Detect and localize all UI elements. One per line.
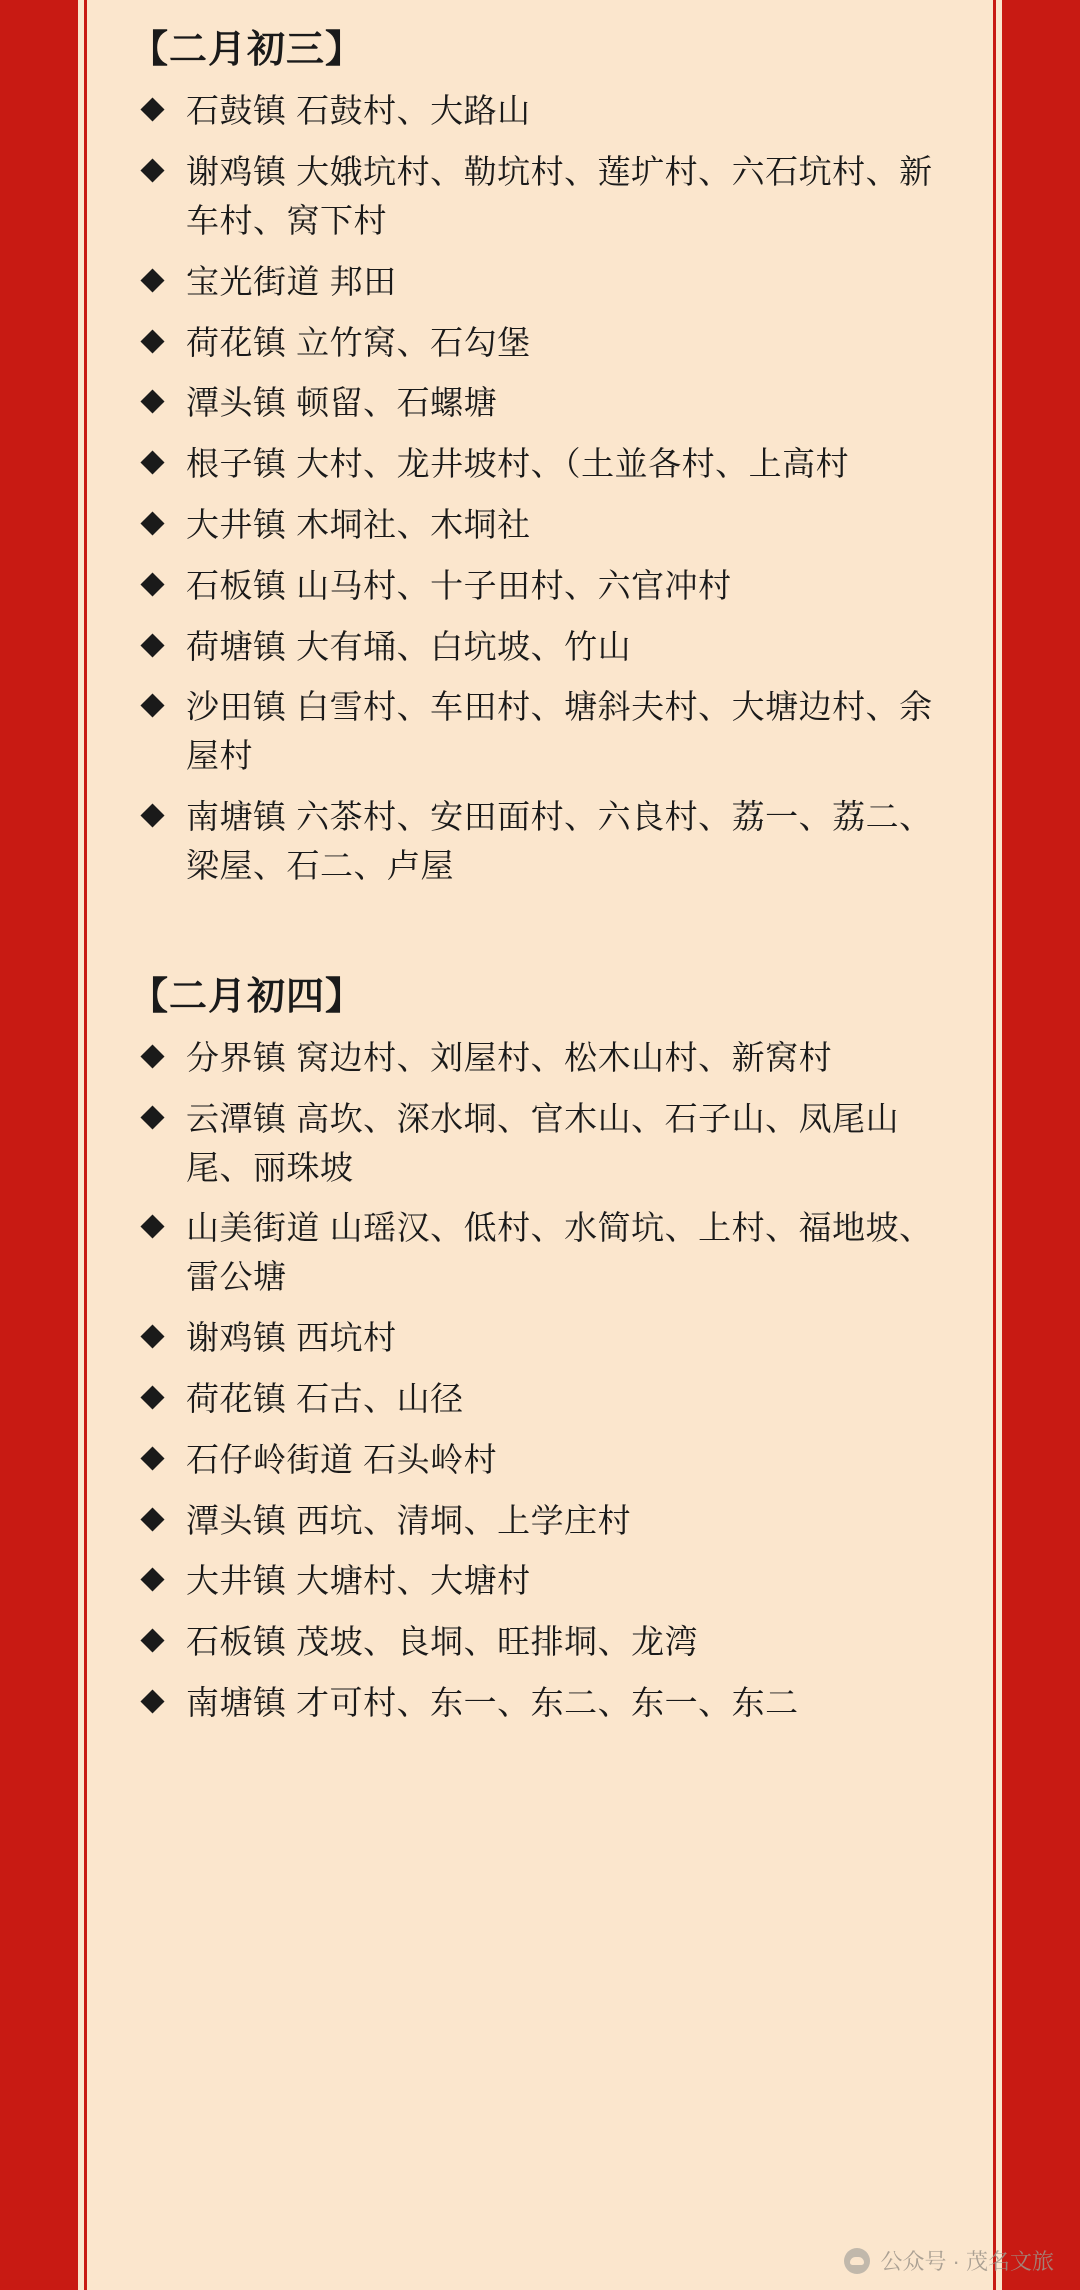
- list-item-label: 潭头镇 顿留、石螺塘: [186, 384, 498, 422]
- diamond-bullet-icon: [140, 1105, 164, 1129]
- section-title: 【二月初四】: [130, 975, 365, 1018]
- diamond-bullet-icon: [140, 329, 164, 353]
- list-item: [130, 793, 960, 891]
- list-item-label: 大井镇 大塘村、大塘村: [186, 1562, 531, 1600]
- list-item: [130, 440, 960, 489]
- diamond-bullet-icon: [140, 268, 164, 292]
- list-item: [130, 562, 960, 611]
- village-list: [130, 1034, 960, 1728]
- diamond-bullet-icon: [140, 1325, 164, 1349]
- diamond-bullet-icon: [140, 1385, 164, 1409]
- list-item: [130, 319, 960, 368]
- list-item-label: 石鼓镇 石鼓村、大路山: [186, 92, 531, 130]
- list-item-label: 石仔岭街道 石头岭村: [186, 1440, 498, 1478]
- right-rule-line: [993, 0, 996, 2290]
- watermark: [844, 2245, 1054, 2276]
- list-item: [130, 683, 960, 781]
- diamond-bullet-icon: [140, 1568, 164, 1592]
- list-item-label: 谢鸡镇 大娥坑村、勒坑村、莲圹村、六石坑村、新车村、窝下村: [186, 153, 933, 239]
- list-item-label: 石板镇 山马村、十子田村、六官冲村: [186, 566, 732, 604]
- village-list: [130, 87, 960, 891]
- list-item-label: 潭头镇 西坑、清垌、上学庄村: [186, 1501, 632, 1539]
- diamond-bullet-icon: [140, 98, 164, 122]
- list-item: [130, 1497, 960, 1546]
- list-item-label: 荷花镇 立竹窝、石勾堡: [186, 323, 531, 361]
- left-rule-line: [84, 0, 87, 2290]
- diamond-bullet-icon: [140, 1629, 164, 1653]
- diamond-bullet-icon: [140, 1446, 164, 1470]
- watermark-label: 公众号 · 茂名文旅: [880, 2249, 1054, 2274]
- list-item: [130, 1204, 960, 1302]
- diamond-bullet-icon: [140, 1690, 164, 1714]
- list-item-label: 沙田镇 白雪村、车田村、塘斜夫村、大塘边村、余屋村: [186, 688, 933, 775]
- list-item: [130, 501, 960, 550]
- list-item-label: 石板镇 茂坡、良垌、旺排垌、龙湾: [186, 1623, 699, 1661]
- list-item: [130, 87, 960, 136]
- diamond-bullet-icon: [140, 451, 164, 475]
- diamond-bullet-icon: [140, 633, 164, 657]
- list-item-label: 山美街道 山瑶汉、低村、水简坑、上村、福地坡、雷公塘: [186, 1209, 933, 1296]
- list-item: [130, 1679, 960, 1728]
- diamond-bullet-icon: [140, 158, 164, 182]
- diamond-bullet-icon: [140, 804, 164, 828]
- list-item: [130, 1436, 960, 1485]
- list-item-label: 大井镇 木垌社、木垌社: [186, 505, 531, 543]
- list-item: [130, 379, 960, 428]
- diamond-bullet-icon: [140, 390, 164, 414]
- diamond-bullet-icon: [140, 1044, 164, 1068]
- list-item: [130, 1618, 960, 1667]
- wechat-icon: [844, 2248, 870, 2274]
- list-item: [130, 623, 960, 672]
- list-item: [130, 1034, 960, 1083]
- list-item-label: 谢鸡镇 西坑村: [186, 1319, 397, 1357]
- section-title: 【二月初三】: [130, 29, 365, 71]
- list-item: [130, 148, 960, 246]
- diamond-bullet-icon: [140, 1507, 164, 1531]
- list-item-label: 南塘镇 才可村、东一、东二、东一、东二: [186, 1684, 799, 1722]
- list-item-label: 荷花镇 石古、山径: [186, 1379, 464, 1417]
- diamond-bullet-icon: [140, 1215, 164, 1239]
- list-item: [130, 1557, 960, 1606]
- list-item: [130, 1095, 960, 1193]
- list-item: [130, 1314, 960, 1363]
- diamond-bullet-icon: [140, 572, 164, 596]
- list-item-label: 云潭镇 高坎、深水垌、官木山、石子山、凤尾山尾、丽珠坡: [186, 1099, 900, 1186]
- section-block: [130, 0, 960, 891]
- list-item-label: 荷塘镇 大有埇、白坑坡、竹山: [186, 627, 632, 665]
- list-item: [130, 258, 960, 307]
- list-item-label: 南塘镇 六茶村、安田面村、六良村、荔一、荔二、梁屋、石二、卢屋: [186, 798, 933, 884]
- diamond-bullet-icon: [140, 694, 164, 718]
- content-area: [130, 0, 960, 2290]
- list-item-label: 根子镇 大村、龙井坡村、（土並各村、上高村: [186, 445, 850, 483]
- section-block: [130, 947, 960, 1728]
- list-item: [130, 1375, 960, 1424]
- list-item-label: 分界镇 窝边村、刘屋村、松木山村、新窝村: [186, 1038, 833, 1076]
- diamond-bullet-icon: [140, 511, 164, 535]
- list-item-label: 宝光街道 邦田: [186, 262, 397, 300]
